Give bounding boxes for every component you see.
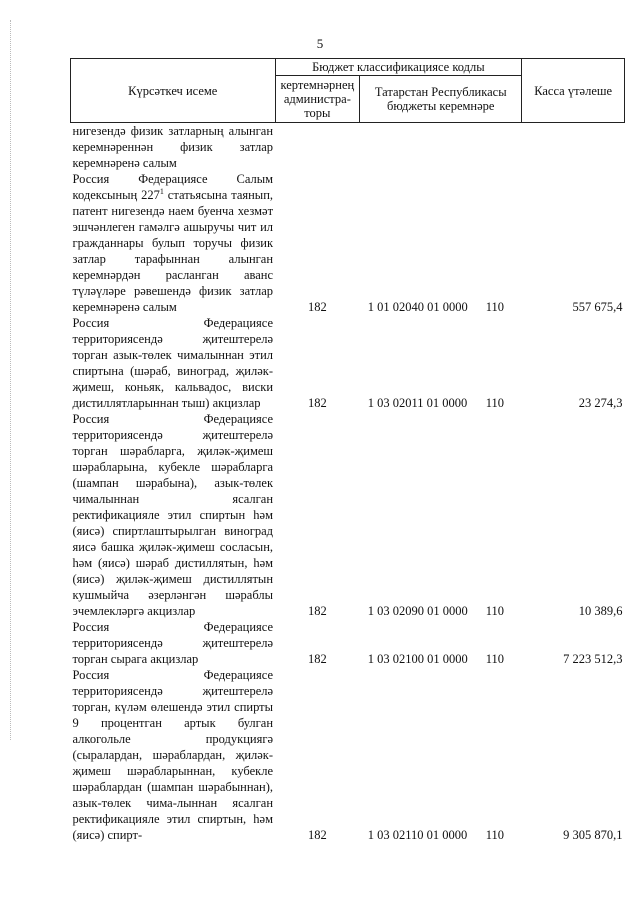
row-budget-code: 1 03 02090 01 0000 110	[367, 604, 504, 618]
row-budget-code: 1 03 02100 01 0000 110	[367, 652, 504, 666]
row-admin-code: 182	[307, 652, 327, 666]
row-name: Россия Федерациясе территориясендә җитештерелә торган, күләм өлешендә этил спирты 9 процентган артык булган алкогольле продукциягә (сыралардан, шәраблардан, җиләк-җимеш шәрабларыннан, кубекле шәраблардан (шампан шәрабыннан), азык-төлек чима-лыннан ясалган ректификацияле этил спиртын, һәм (яисә) спирт-	[72, 668, 274, 842]
row-kassa: 7 223 512,3	[563, 652, 623, 666]
table-row-continued	[71, 123, 625, 172]
row-admin-code: 182	[307, 828, 327, 842]
row-kassa: 23 274,3	[578, 396, 623, 410]
header-tatarstan-budget: Татарстан Республикасы бюджеты керемнәре	[360, 76, 522, 123]
row-kassa: 557 675,4	[572, 300, 623, 314]
margin-dotted-line	[10, 20, 13, 740]
row-name: Россия Федерациясе территориясендә җитештерелә торган азык-төлек чималыннан этил спиртына (шәраб, виноград, җиләк-җимеш, коньяк, кальвадос, виски дистиллятларыннан тыш) акцизлар	[72, 316, 274, 410]
row-admin-code: 182	[307, 604, 327, 618]
header-indicator: Күрсәткеч исеме	[71, 59, 276, 123]
row-name: нигезендә физик затларның алынган керемнәреннән физик затлар керемнәренә салым	[72, 124, 274, 170]
row-kassa: 9 305 870,1	[563, 828, 623, 842]
budget-table	[70, 58, 625, 843]
table-row	[71, 667, 625, 843]
row-budget-code: 1 03 02110 01 0000 110	[367, 828, 504, 842]
row-budget-code: 1 01 02040 01 0000 110	[367, 300, 504, 314]
row-admin-code: 182	[307, 300, 327, 314]
row-name: Россия Федерациясе территориясендә җитештерелә торган шәрабларга, җиләк-җимеш шәрабларына, кубекле шәрабларга (шампан шәрабына), азык-төлек чималыннан ясалган ректификацияле этил спиртын һәм (яисә) спиртлаштырылган виноград яисә башка җиләк-җимеш сосласын, һәм (яисә) шәраб дистиллятын, һәм (яисә) җиләк-җимеш дистиллятын кушмыйча әзерләнгән шәраблы эчемлекләргә акцизлар	[72, 412, 274, 618]
header-kassa: Касса үтәлеше	[522, 59, 625, 123]
row-name: Россия Федерациясе территориясендә җитештерелә торган сырага акцизлар	[72, 620, 274, 666]
page-number: 5	[316, 36, 324, 51]
header-administrator: кертемнәрнең администра-торы	[275, 76, 360, 123]
row-name: Россия Федерациясе Салым кодексының $227^1$ статьясына таянып, патент нигезендә наем буенча хезмәт эшчәнлеген гамәлгә ашыручы чит ил гражданнары булып торучы физик затлар тарафыннан алынган керемнәрдән расланган аванс түләүләре рәвешендә физик затлар керемнәренә салым	[72, 172, 274, 314]
row-budget-code: 1 03 02011 01 0000 110	[367, 396, 504, 410]
table-row	[71, 619, 625, 667]
table-row	[71, 315, 625, 411]
table-row	[71, 411, 625, 619]
row-kassa: 10 389,6	[578, 604, 623, 618]
table-row	[71, 171, 625, 315]
header-budget-codes: Бюджет классификациясе кодлы	[275, 59, 522, 76]
row-admin-code: 182	[307, 396, 327, 410]
